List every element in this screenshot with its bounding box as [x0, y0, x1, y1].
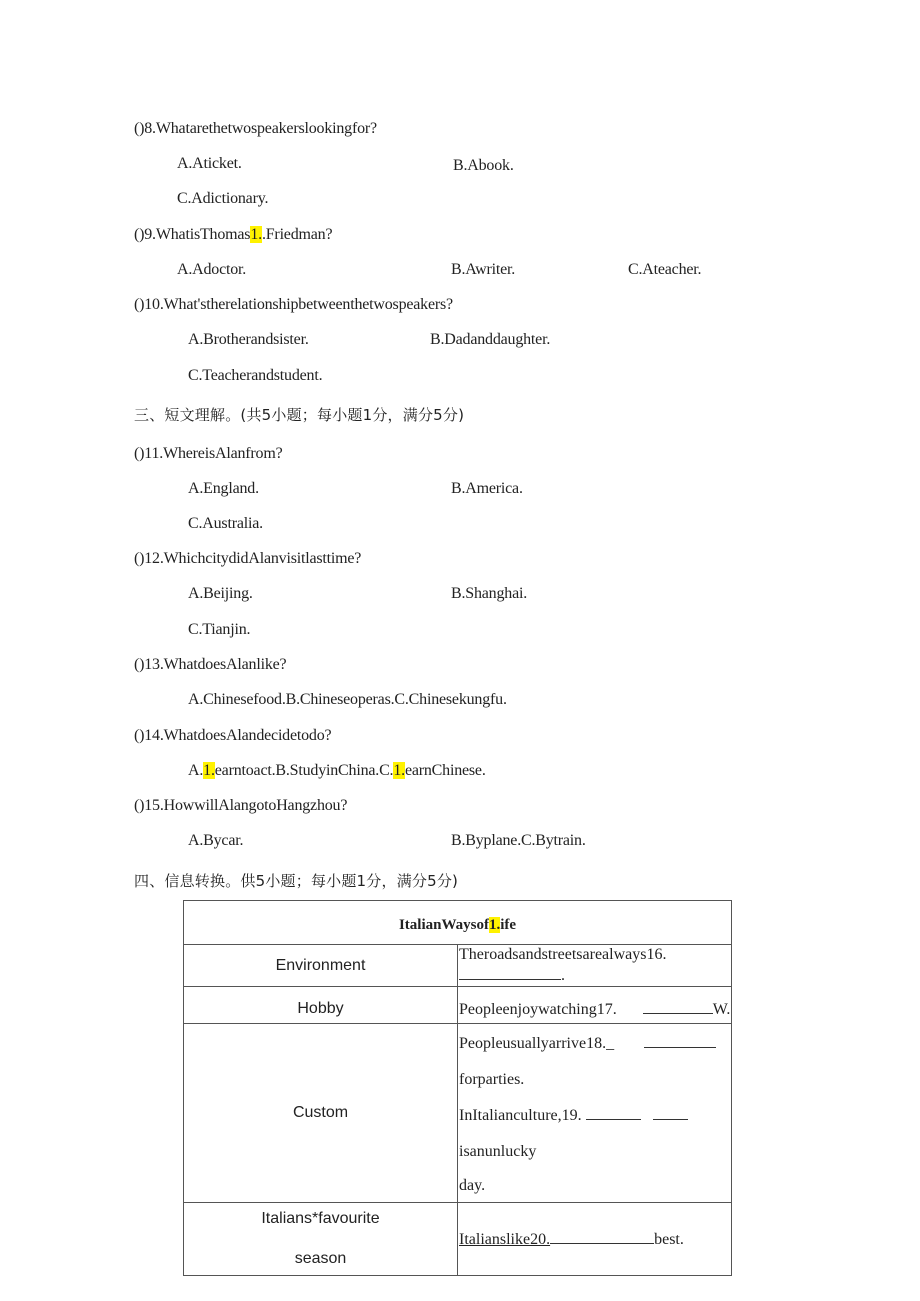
row-label-hobby: Hobby — [184, 987, 458, 1024]
table-title-post: ife — [500, 917, 517, 933]
q14-options — [188, 761, 486, 781]
row3-line2-end: isanunlucky — [459, 1143, 537, 1160]
blank-19b[interactable] — [653, 1105, 688, 1120]
info-table — [183, 900, 732, 1276]
q14-highlight-1: 1. — [203, 762, 215, 779]
row1-text: Theroadsandstreetsarealways16. — [459, 946, 667, 963]
table-title — [184, 901, 732, 945]
q13-options: A.Chinesefood.B.Chineseoperas.C.Chinesekungfu. — [188, 691, 507, 708]
question-10: ()10.What'stherelationshipbetweenthetwospeakers? — [134, 296, 453, 313]
q11-option-c: C.Australia. — [188, 515, 263, 532]
blank-18[interactable] — [644, 1033, 716, 1048]
q12-option-a: A.Beijing. — [188, 585, 253, 602]
row-label-season — [184, 1203, 458, 1276]
q9-option-b: B.Awriter. — [451, 261, 516, 278]
row-label-environment: Environment — [184, 945, 458, 987]
blank-16[interactable] — [459, 965, 561, 980]
row-label-custom: Custom — [184, 1024, 458, 1203]
q9-option-a: A.Adoctor. — [177, 261, 247, 278]
q10-option-c: C.Teacherandstudent. — [188, 367, 323, 384]
q15-option-a: A.Bycar. — [188, 832, 244, 849]
q8-option-b: B.Abook. — [453, 157, 514, 174]
q11-option-b: B.America. — [451, 480, 523, 497]
row3-line1-end: forparties. — [459, 1071, 525, 1088]
row1-end: . — [561, 967, 565, 984]
section-4-heading: 四、信息转换。供5小题；每小题1分，满分5分) — [134, 872, 459, 890]
custom-line-3: day. — [459, 1177, 486, 1194]
custom-line-1 — [459, 1026, 731, 1098]
q8-option-a: A.Aticket. — [177, 155, 242, 172]
table-title-highlight: 1. — [488, 917, 501, 933]
q14-options-end: earnChinese. — [404, 762, 486, 779]
season-label-line-1: Italians*favourite — [261, 1210, 380, 1227]
row-season-content — [458, 1203, 732, 1276]
q12-option-c: C.Tianjin. — [188, 621, 251, 638]
q9-text-post: .Friedman? — [261, 226, 333, 243]
row4-end: best. — [654, 1230, 684, 1248]
row3-line2-start: InItalianculture,19. — [459, 1107, 582, 1124]
q14-highlight-2: 1. — [393, 762, 405, 779]
row2-end: W. — [712, 1000, 731, 1018]
question-8: ()8.Whatarethetwospeakerslookingfor? — [134, 120, 377, 137]
row2-text: Peopleenjoywatching17. — [459, 1000, 617, 1018]
q9-text-pre: ()9.WhatisThomas — [134, 226, 251, 243]
section-3-heading: 三、短文理解。(共5小题；每小题1分，满分5分) — [134, 406, 465, 424]
q8-option-c: C.Adictionary. — [177, 190, 269, 207]
row-environment-content — [458, 945, 732, 987]
q14-options-mid: earntoact.B.StudyinChina.C. — [214, 762, 394, 779]
question-14: ()14.WhatdoesAlandecidetodo? — [134, 727, 332, 744]
question-9 — [134, 225, 332, 245]
season-label-line-2: season — [294, 1250, 347, 1267]
q10-option-a: A.Brotherandsister. — [188, 331, 309, 348]
q9-option-c: C.Ateacher. — [628, 261, 702, 278]
row4-text: Italianslike20. — [459, 1230, 551, 1248]
q15-option-bc: B.Byplane.C.Bytrain. — [451, 832, 586, 849]
q14-option-a-letter: A. — [188, 762, 204, 779]
q11-option-a: A.England. — [188, 480, 259, 497]
row-custom-content — [458, 1024, 732, 1203]
custom-line-2 — [459, 1098, 731, 1170]
q9-highlight: 1. — [250, 226, 262, 243]
question-12: ()12.WhichcitydidAlanvisitlasttime? — [134, 550, 362, 567]
blank-17[interactable] — [643, 999, 713, 1014]
q12-option-b: B.Shanghai. — [451, 585, 528, 602]
blank-20[interactable] — [550, 1229, 654, 1244]
row3-line1-start: Peopleusuallyarrive18._ — [459, 1035, 615, 1052]
table-title-pre: ItalianWaysof — [398, 917, 489, 933]
row-hobby-content — [458, 987, 732, 1024]
blank-19a[interactable] — [586, 1105, 641, 1120]
question-15: ()15.HowwillAlangotoHangzhou? — [134, 797, 348, 814]
question-11: ()11.WhereisAlanfrom? — [134, 445, 283, 462]
question-13: ()13.WhatdoesAlanlike? — [134, 656, 287, 673]
q10-option-b: B.Dadanddaughter. — [430, 331, 551, 348]
